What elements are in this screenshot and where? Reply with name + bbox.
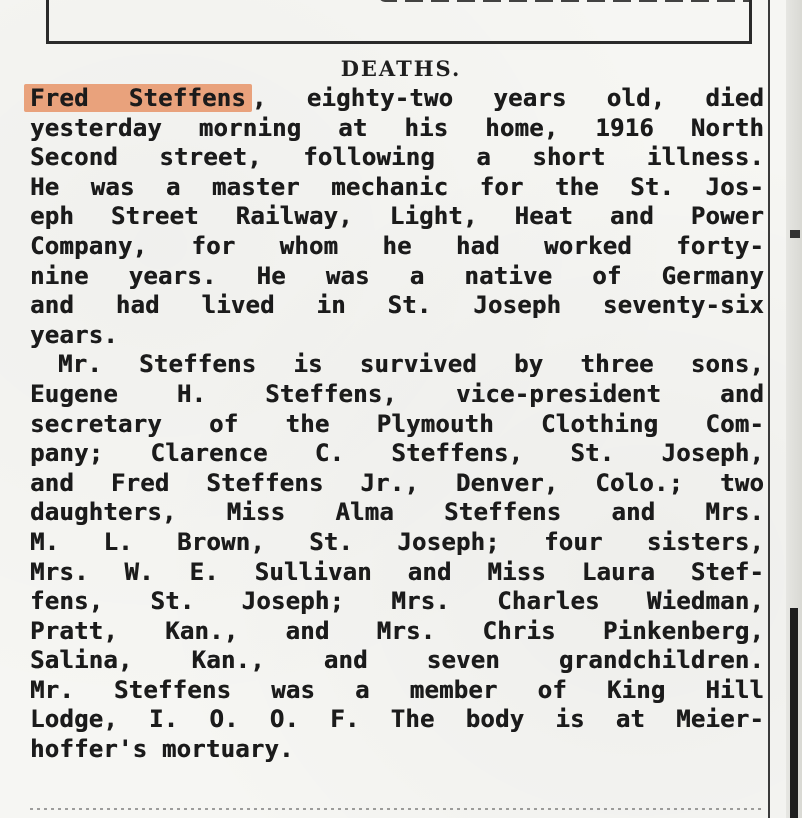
article-line: pany; Clarence C. Steffens, St. Joseph, — [30, 439, 764, 468]
article-line: Salina, Kan., and seven grandchildren. — [30, 646, 764, 675]
adjacent-column-bar — [790, 608, 798, 818]
adjacent-column-mark — [790, 230, 800, 238]
article-line: Company, for whom he had worked forty- — [30, 231, 764, 260]
section-heading: DEATHS. — [340, 56, 462, 81]
article-line: Pratt, Kan., and Mrs. Chris Pinkenberg, — [30, 616, 764, 645]
adjacent-column-edge — [786, 0, 802, 818]
article-line: Mr. Steffens was a member of King Hill — [30, 675, 764, 704]
article-line: Second street, following a short illness. — [30, 143, 764, 172]
highlighted-name: Fred Steffens — [24, 84, 252, 112]
article-line: and Fred Steffens Jr., Denver, Colo.; two — [30, 468, 764, 497]
bottom-divider — [30, 808, 764, 810]
article-line: years. — [30, 320, 118, 349]
masthead-box — [46, 0, 752, 44]
article-line: hoffer's mortuary. — [30, 735, 294, 764]
masthead-fragment — [379, 0, 752, 2]
article-line: yesterday morning at his home, 1916 North — [30, 113, 764, 142]
article-line: Eugene H. Steffens, vice-president and — [30, 379, 764, 408]
article-line: Mr. Steffens is survived by three sons, — [58, 350, 764, 379]
article-line: He was a master mechanic for the St. Jos- — [30, 172, 764, 201]
article-line: Lodge, I. O. O. F. The body is at Meier- — [30, 705, 764, 734]
article-line: Mrs. W. E. Sullivan and Miss Laura Stef- — [30, 557, 764, 586]
obituary-article — [30, 84, 764, 765]
article-line: daughters, Miss Alma Steffens and Mrs. — [30, 498, 764, 527]
first-line-text: , eighty-two years old, died — [251, 84, 764, 112]
column-rule — [768, 0, 770, 818]
article-line: fens, St. Joseph; Mrs. Charles Wiedman, — [30, 587, 764, 616]
article-line: secretary of the Plymouth Clothing Com- — [30, 409, 764, 438]
article-line: and had lived in St. Joseph seventy-six — [30, 291, 764, 320]
article-line: eph Street Railway, Light, Heat and Power — [30, 202, 764, 231]
article-line: nine years. He was a native of Germany — [30, 261, 764, 290]
article-line: M. L. Brown, St. Joseph; four sisters, — [30, 527, 764, 556]
article-line — [30, 84, 764, 114]
